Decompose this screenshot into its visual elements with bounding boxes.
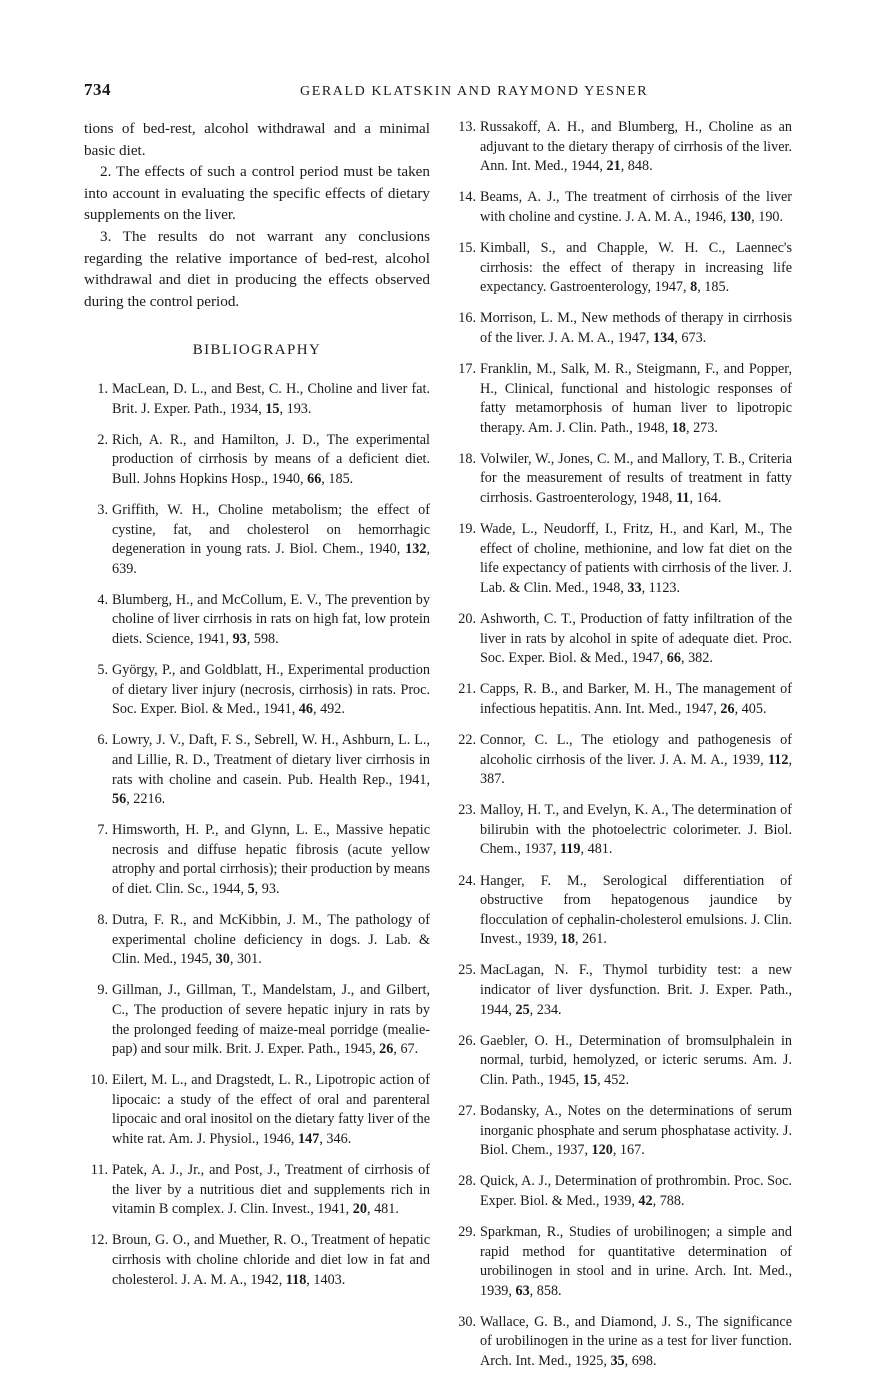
reference-text: György, P., and Goldblatt, H., Experimental production of dietary liver injury (necrosis, cirrhosis) in rats. Proc. Soc. Exper. Biol. & Med., 1941,: [112, 662, 430, 718]
reference-pages: , 346.: [319, 1131, 352, 1148]
reference-number: 11.: [90, 1162, 108, 1179]
reference-number: 8.: [97, 912, 108, 929]
reference-number: 4.: [97, 591, 108, 608]
reference-item: [84, 1231, 430, 1290]
reference-item: [84, 981, 430, 1059]
reference-volume: 5: [247, 881, 255, 897]
reference-item: [458, 1102, 792, 1161]
reference-text: Gaebler, O. H., Determination of bromsulphalein in normal, turbid, hemolyzed, or icteric serums. Am. J. Clin. Path., 1945,: [480, 1032, 792, 1088]
reference-number: 20.: [458, 610, 476, 627]
reference-pages: , 185.: [697, 279, 730, 296]
reference-item: [458, 872, 792, 950]
reference-volume: 66: [666, 650, 681, 667]
reference-volume: 132: [405, 541, 427, 558]
reference-volume: 18: [671, 419, 686, 436]
reference-pages: , 858.: [529, 1282, 562, 1299]
reference-list-right: [458, 118, 792, 1372]
reference-number: 14.: [458, 189, 476, 206]
reference-text: Dutra, F. R., and McKibbin, J. M., The pathology of experimental choline deficiency in dogs. J. Lab. & Clin. Med., 1945,: [112, 912, 430, 968]
reference-pages: , 788.: [652, 1192, 685, 1209]
reference-volume: 18: [560, 931, 575, 948]
conclusion-point-3: 3. The results do not warrant any conclusions regarding the relative importance of bed-rest, alcohol withdrawal and diet in producing the effects observed during the control period.: [84, 227, 430, 310]
reference-text: Bodansky, A., Notes on the determinations of serum inorganic phosphate and serum phosphatase activity. J. Biol. Chem., 1937,: [480, 1102, 792, 1159]
reference-number: 1.: [97, 380, 108, 397]
intro-continuation: tions of bed-rest, alcohol withdrawal and a minimal basic diet.: [84, 120, 430, 159]
reference-number: 10.: [90, 1072, 108, 1089]
reference-item: [84, 380, 430, 419]
reference-number: 17.: [458, 360, 476, 377]
reference-number: 5.: [97, 662, 108, 679]
reference-text: Franklin, M., Salk, M. R., Steigmann, F., and Popper, H., Clinical, functional and histologic responses of fatty metamorphosis of human liver to lipotropic therapy. Am. J. Clin. Path., 1948,: [480, 360, 792, 436]
reference-number: 28.: [458, 1173, 476, 1190]
reference-item: [458, 118, 792, 177]
reference-number: 6.: [97, 732, 108, 749]
left-column: [84, 118, 430, 1302]
reference-pages: , 2216.: [126, 791, 166, 808]
reference-number: 3.: [97, 501, 108, 518]
reference-item: [84, 731, 430, 809]
reference-item: [458, 360, 792, 438]
right-column: [458, 118, 792, 1383]
reference-text: Beams, A. J., The treatment of cirrhosis of the liver with choline and cystine. J. A. M. A., 1946,: [480, 189, 792, 225]
reference-number: 7.: [97, 822, 108, 839]
reference-volume: 30: [215, 951, 230, 968]
reference-number: 18.: [458, 450, 476, 467]
reference-volume: 15: [265, 400, 280, 417]
reference-text: Blumberg, H., and McCollum, E. V., The prevention by choline of liver cirrhosis in rats on high fat, low protein diets. Science, 1941,: [112, 591, 430, 647]
reference-text: Capps, R. B., and Barker, M. H., The management of infectious hepatitis. Ann. Int. Med., 1947,: [480, 681, 792, 717]
reference-pages: , 301.: [229, 951, 262, 968]
reference-list-left: [84, 380, 430, 1290]
reference-pages: , 193.: [279, 400, 312, 417]
reference-volume: 66: [307, 470, 322, 487]
reference-pages: , 382.: [680, 650, 713, 667]
reference-pages: , 167.: [612, 1142, 645, 1159]
page-number: 734: [84, 80, 111, 99]
reference-item: [84, 661, 430, 720]
reference-number: 9.: [97, 982, 108, 999]
reference-pages: , 405.: [734, 700, 767, 717]
reference-pages: , 848.: [620, 158, 653, 175]
reference-number: 12.: [90, 1232, 108, 1249]
reference-pages: , 639.: [112, 541, 430, 577]
reference-item: [458, 680, 792, 719]
reference-volume: 112: [767, 751, 789, 768]
reference-text: Quick, A. J., Determination of prothrombin. Proc. Soc. Exper. Biol. & Med., 1939,: [480, 1173, 792, 1209]
reference-item: [84, 591, 430, 650]
reference-pages: , 261.: [574, 931, 607, 948]
reference-text: Patek, A. J., Jr., and Post, J., Treatment of cirrhosis of the liver by a nutritious diet and supplements rich in vitamin B complex. J. Clin. Invest., 1941,: [112, 1162, 430, 1218]
reference-volume: 21: [606, 158, 621, 175]
reference-volume: 130: [729, 208, 752, 225]
reference-number: 13.: [458, 119, 476, 135]
reference-pages: , 164.: [689, 490, 722, 506]
reference-pages: , 481.: [366, 1201, 399, 1218]
reference-text: Kimball, S., and Chapple, W. H. C., Laennec's cirrhosis: the effect of therapy in increasing life expectancy. Gastroenterology, 1947,: [480, 239, 792, 296]
reference-item: [458, 1172, 792, 1211]
reference-pages: , 673.: [674, 329, 707, 346]
reference-item: [458, 801, 792, 860]
reference-text: Connor, C. L., The etiology and pathogenesis of alcoholic cirrhosis of the liver. J. A. M. A., 1939,: [480, 731, 792, 768]
reference-pages: , 492.: [312, 701, 345, 718]
reference-item: [84, 1161, 430, 1220]
reference-number: 15.: [458, 239, 476, 256]
reference-pages: , 452.: [597, 1071, 629, 1088]
reference-text: Malloy, H. T., and Evelyn, K. A., The determination of bilirubin with the photoelectric colorimeter. J. Biol. Chem., 1937,: [480, 802, 792, 858]
reference-item: [458, 188, 792, 227]
reference-pages: , 93.: [254, 881, 280, 897]
reference-text: Griffith, W. H., Choline metabolism; the effect of cystine, fat, and cholesterol on hemorrhagic degeneration in young rats. J. Biol. Chem., 1940,: [112, 501, 430, 558]
reference-text: Sparkman, R., Studies of urobilinogen; a simple and rapid method for quantitative determination of urobilinogen in stool and in urine. Arch. Int. Med., 1939,: [480, 1223, 792, 1299]
reference-number: 23.: [458, 802, 476, 819]
running-head: GERALD KLATSKIN AND RAYMOND YESNER: [300, 84, 649, 99]
reference-pages: , 1403.: [306, 1271, 346, 1288]
reference-volume: 93: [232, 630, 247, 647]
reference-volume: 11: [676, 490, 690, 506]
reference-number: 24.: [458, 872, 476, 889]
reference-text: Rich, A. R., and Hamilton, J. D., The experimental production of cirrhosis by means of a deficient diet. Bull. Johns Hopkins Hosp., 1940,: [112, 431, 430, 487]
reference-number: 27.: [458, 1102, 476, 1119]
reference-item: [458, 610, 792, 669]
reference-volume: 63: [515, 1282, 530, 1299]
reference-number: 2.: [97, 431, 108, 448]
reference-volume: 118: [285, 1271, 307, 1288]
reference-text: Wade, L., Neudorff, I., Fritz, H., and Karl, M., The effect of choline, methionine, and low fat diet on the life expectancy of patients with cirrhosis of the liver. J. Lab. & Clin. Med., 1948,: [480, 521, 792, 596]
reference-pages: , 698.: [624, 1352, 657, 1369]
reference-text: Volwiler, W., Jones, C. M., and Mallory, T. B., Criteria for the measurement of results of treatment in fatty cirrhosis. Gastroenterology, 1948,: [480, 450, 792, 506]
reference-pages: , 67.: [393, 1041, 419, 1058]
reference-pages: , 234.: [529, 1001, 562, 1018]
reference-item: [458, 520, 792, 598]
reference-item: [458, 961, 792, 1020]
reference-item: [84, 911, 430, 970]
reference-pages: , 598.: [246, 630, 279, 647]
reference-volume: 15: [582, 1071, 598, 1088]
reference-volume: 119: [560, 841, 581, 858]
reference-number: 30.: [458, 1313, 476, 1330]
reference-item: [458, 731, 792, 790]
reference-text: MacLean, D. L., and Best, C. H., Choline and liver fat. Brit. J. Exper. Path., 1934,: [112, 380, 430, 417]
reference-volume: 147: [298, 1131, 320, 1148]
reference-item: [84, 431, 430, 490]
reference-item: [458, 1032, 792, 1091]
reference-number: 21.: [458, 681, 476, 698]
reference-volume: 120: [591, 1142, 613, 1159]
reference-item: [84, 821, 430, 899]
reference-pages: , 387.: [480, 751, 792, 788]
reference-volume: 35: [610, 1352, 625, 1369]
reference-item: [458, 1223, 792, 1301]
reference-number: 16.: [458, 310, 476, 327]
reference-item: [458, 239, 792, 298]
reference-item: [458, 1313, 792, 1372]
reference-text: MacLagan, N. F., Thymol turbidity test: a new indicator of liver dysfunction. Brit. J. Exper. Path., 1944,: [480, 962, 792, 1018]
reference-text: Lowry, J. V., Daft, F. S., Sebrell, W. H., Ashburn, L. L., and Lillie, R. D., Treatment of dietary liver cirrhosis in rats with choline and casein. Pub. Health Rep., 1941,: [112, 732, 430, 788]
reference-text: Morrison, L. M., New methods of therapy in cirrhosis of the liver. J. A. M. A., 1947,: [480, 310, 792, 346]
reference-item: [458, 309, 792, 348]
reference-pages: , 185.: [321, 470, 354, 487]
reference-volume: 20: [352, 1201, 367, 1218]
reference-volume: 134: [653, 329, 675, 346]
reference-volume: 8: [690, 279, 698, 296]
reference-volume: 26: [720, 700, 735, 717]
reference-text: Hanger, F. M., Serological differentiation of obstructive from hepatogenous jaundice by flocculation of cephalin-cholesterol emulsions. J. Clin. Invest., 1939,: [480, 872, 792, 948]
reference-volume: 46: [298, 701, 313, 718]
reference-volume: 25: [515, 1001, 530, 1018]
reference-number: 22.: [458, 731, 476, 748]
reference-text: Wallace, G. B., and Diamond, J. S., The significance of urobilinogen in the urine as a test for liver function. Arch. Int. Med., 1925,: [480, 1313, 792, 1369]
conclusion-point-2: 2. The effects of such a control period must be taken into account in evaluating the specific effects of dietary supplements on the liver.: [84, 163, 430, 224]
reference-text: Russakoff, A. H., and Blumberg, H., Choline as an adjuvant to the dietary therapy of cirrhosis of the liver. Ann. Int. Med., 1944,: [480, 119, 792, 175]
reference-pages: , 273.: [685, 419, 718, 436]
reference-text: Broun, G. O., and Muether, R. O., Treatment of hepatic cirrhosis with choline chloride and diet low in fat and cholesterol. J. A. M. A., 1942,: [112, 1232, 430, 1288]
reference-text: Eilert, M. L., and Dragstedt, L. R., Lipotropic action of lipocaic: a study of the effect of oral and parenteral lipocaic and oral inositol on the dietary fatty liver of the white rat. Am. J. Physiol., 1946,: [112, 1072, 430, 1148]
reference-volume: 42: [638, 1192, 653, 1209]
reference-number: 29.: [458, 1223, 476, 1240]
reference-text: Ashworth, C. T., Production of fatty infiltration of the liver in rats by alcohol in spite of adequate diet. Proc. Soc. Exper. Biol. & Med., 1947,: [480, 610, 792, 667]
reference-number: 26.: [458, 1032, 476, 1049]
reference-pages: , 481.: [580, 841, 613, 858]
reference-item: [84, 501, 430, 579]
reference-volume: 33: [627, 579, 642, 596]
reference-pages: , 1123.: [641, 579, 681, 596]
reference-number: 19.: [458, 521, 476, 538]
reference-item: [84, 1071, 430, 1149]
reference-number: 25.: [458, 962, 476, 979]
reference-text: Gillman, J., Gillman, T., Mandelstam, J., and Gilbert, C., The production of severe hepatic injury in rats by the prolonged feeding of maize-meal porridge (mealie-pap) and sour milk. Brit. J. Exper. Path., 1945,: [112, 982, 430, 1058]
reference-text: Himsworth, H. P., and Glynn, L. E., Massive hepatic necrosis and diffuse hepatic fibrosis (acute yellow atrophy and portal cirrhosis); their production by means of diet. Clin. Sc., 1944,: [112, 822, 430, 897]
reference-pages: , 190.: [751, 208, 784, 225]
reference-volume: 26: [379, 1041, 394, 1058]
bibliography-heading: BIBLIOGRAPHY: [192, 342, 322, 359]
reference-volume: 56: [112, 791, 127, 808]
reference-item: [458, 450, 792, 509]
